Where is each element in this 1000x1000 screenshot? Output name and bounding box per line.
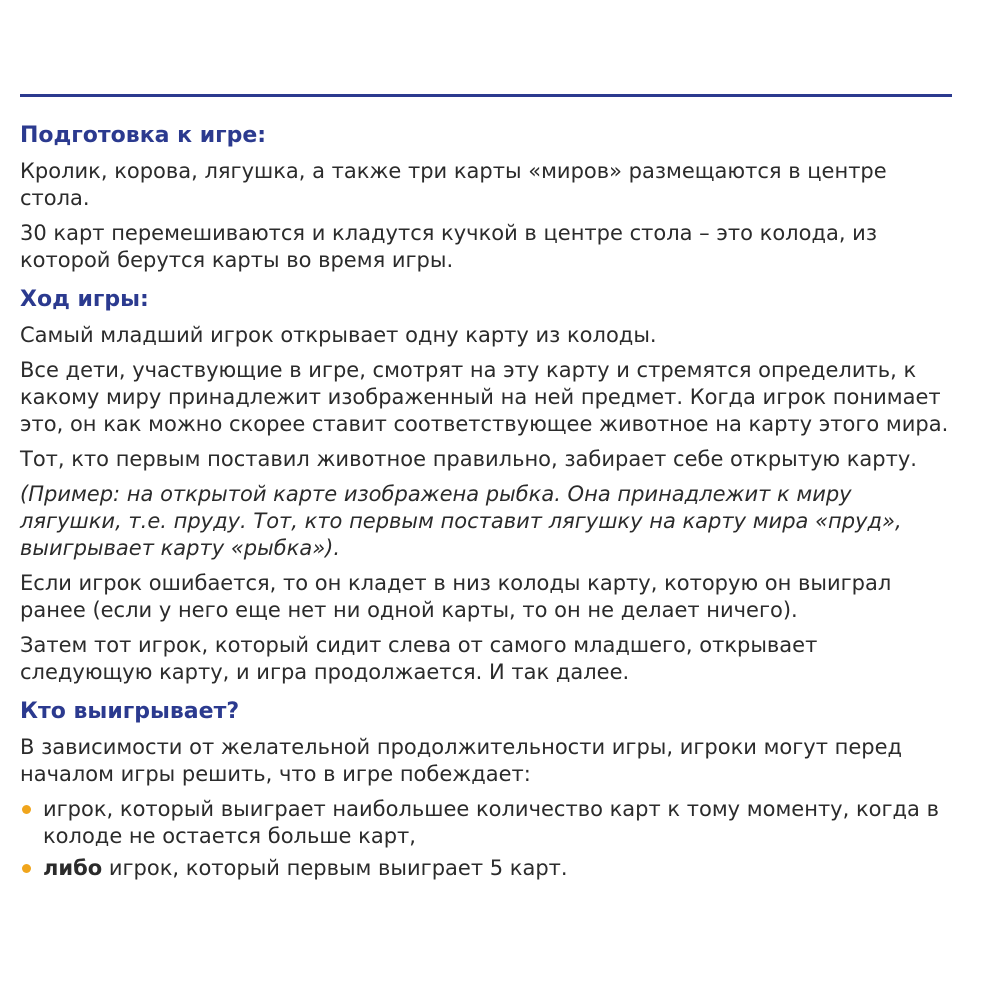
gameplay-paragraph-5: Если игрок ошибается, то он кладет в низ колоды карту, которую он выиграл ранее (если у него еще нет ни одной карты, то он не делает ничего). [20,571,892,622]
gameplay-paragraph-3: Тот, кто первым поставил животное правильно, забирает себе открытую карту. [20,447,917,471]
winner-conditions-list [20,796,955,882]
setup-paragraph-1: Кролик, корова, лягушка, а также три карты «миров» размещаются в центре стола. [20,159,887,210]
gameplay-paragraph-1: Самый младший игрок открывает одну карту из колоды. [20,323,657,347]
section-heading-winner: Кто выигрывает? [20,699,240,724]
top-divider [20,94,952,97]
rules-content [20,118,955,887]
list-item-text: игрок, который выиграет наибольшее количество карт к тому моменту, когда в колоде не остается больше карт, [43,797,939,848]
bullet-dot-icon [22,805,31,814]
section-heading-setup: Подготовка к игре: [20,123,267,148]
list-item [20,855,955,882]
list-item-emphasis: либо [43,856,103,880]
list-item [20,796,955,850]
gameplay-paragraph-2: Все дети, участвующие в игре, смотрят на эту карту и стремятся определить, к какому миру принадлежит изображенный на ней предмет. Когда игрок понимает это, он как можно скорее ставит соответствующее животное на карту этого мира. [20,358,949,436]
gameplay-paragraph-6: Затем тот игрок, который сидит слева от самого младшего, открывает следующую карту, и игра продолжается. И так далее. [20,633,818,684]
setup-paragraph-2: 30 карт перемешиваются и кладутся кучкой в центре стола – это колода, из которой берутся карты во время игры. [20,221,877,272]
winner-paragraph-1: В зависимости от желательной продолжительности игры, игроки могут перед началом игры решить, что в игре побеждает: [20,735,903,786]
bullet-dot-icon [22,864,31,873]
section-heading-gameplay: Ход игры: [20,287,149,312]
list-item-text: игрок, который первым выиграет 5 карт. [102,856,568,880]
gameplay-example: (Пример: на открытой карте изображена рыбка. Она принадлежит к миру лягушки, т.е. пруду. Тот, кто первым поставит лягушку на карту мира «пруд», выигрывает карту «рыбка»). [20,482,902,560]
